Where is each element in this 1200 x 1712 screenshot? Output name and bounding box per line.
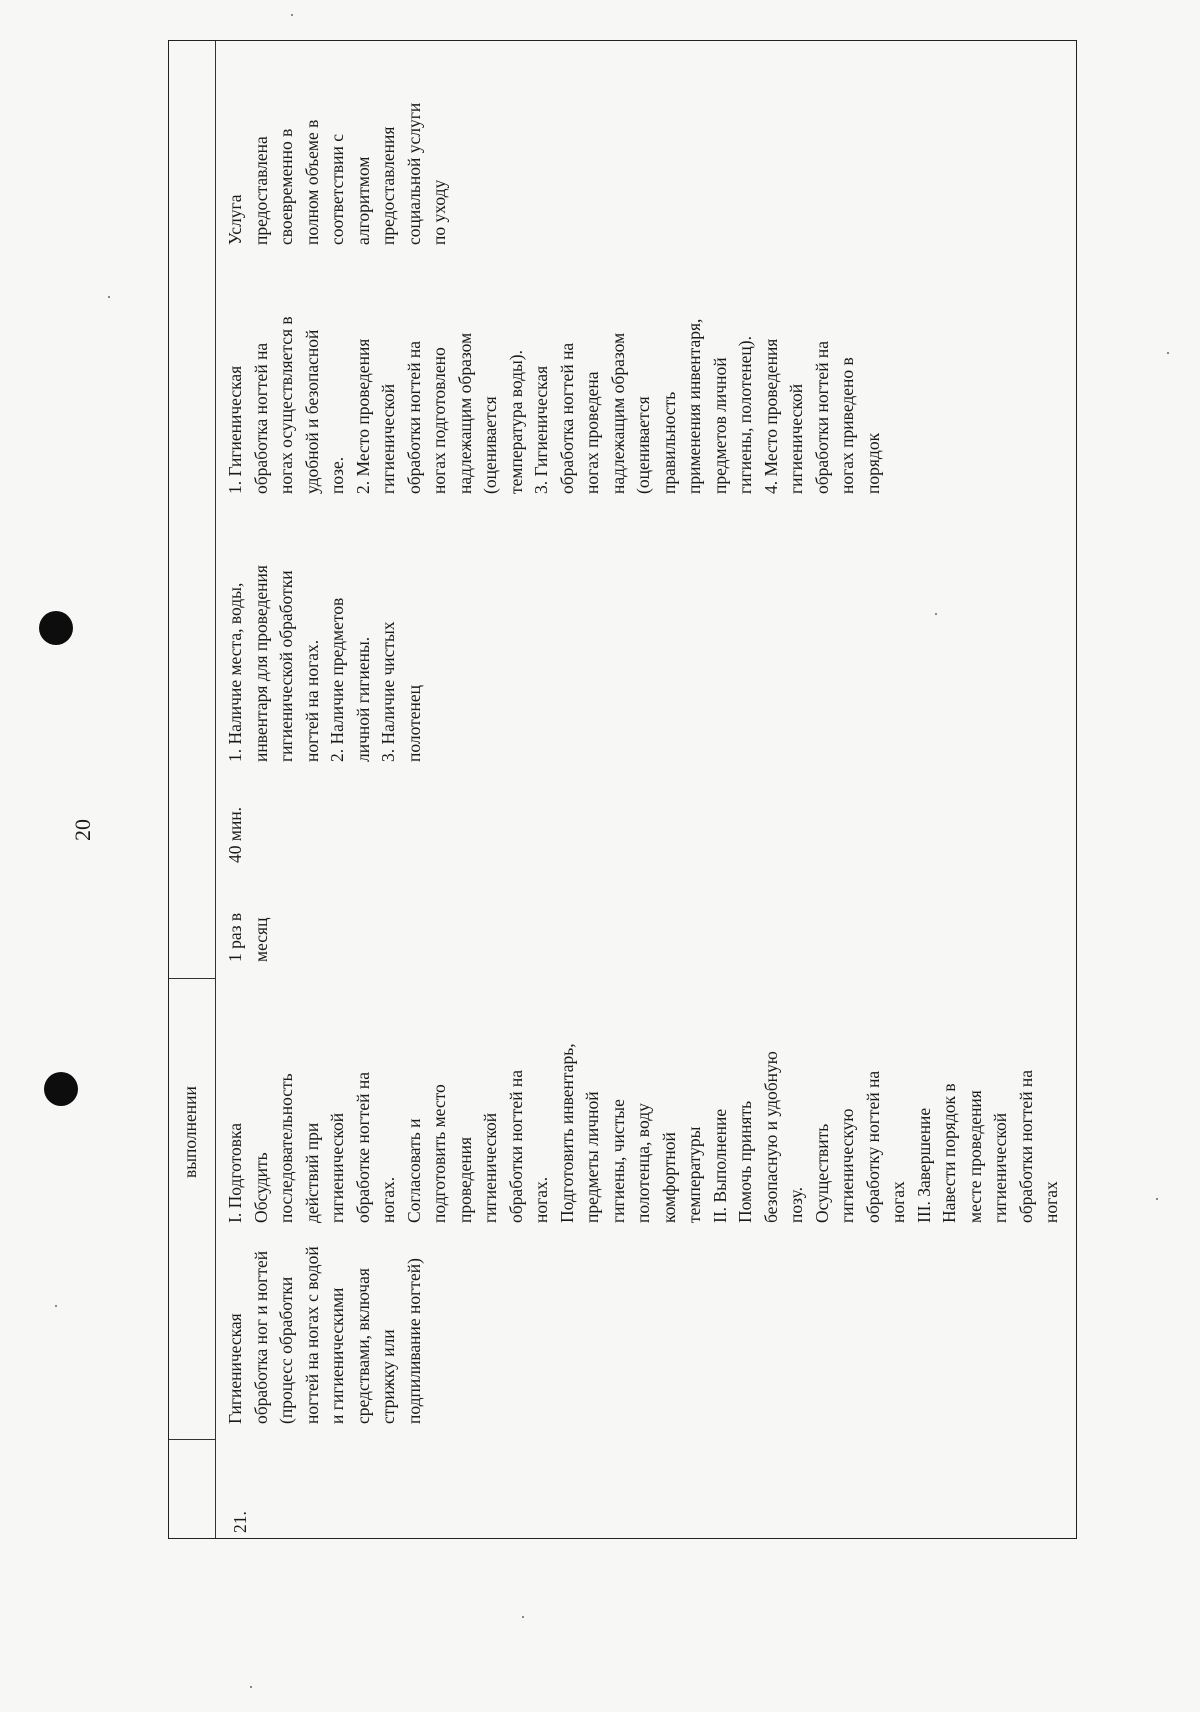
punch-hole-mark <box>44 1072 78 1106</box>
duration-cell: 40 мин. <box>225 806 245 863</box>
punch-hole-mark <box>39 611 73 645</box>
page-number: 20 <box>70 819 95 841</box>
scan-speck <box>522 1616 524 1618</box>
conditions-cell: 1. Наличие места, воды, инвентаря для проведения гигиенической обработки ногтей на ногах. 2. Наличие предметов личной гигиены. 3. Наличие чистых полотенец <box>225 565 424 762</box>
scan-speck <box>1156 1198 1158 1200</box>
scan-speck <box>1167 352 1169 354</box>
table-header-cell: выполнении <box>180 1086 200 1178</box>
scan-speck <box>291 14 293 16</box>
table-divider <box>169 1439 216 1440</box>
service-name-cell: Гигиеническая обработка ног и ногтей (процесс обработки ногтей на ногах с водой и гигиеническими средствами, включая стрижку или подпиливание ногтей) <box>225 1246 424 1424</box>
scan-speck <box>108 296 110 298</box>
result-assessment-cell: Услуга предоставлена своевременно в полном объеме в соответствии с алгоритмом предоставления социальной услуги по уходу <box>225 102 449 245</box>
quality-indicators-cell: 1. Гигиеническая обработка ногтей на ногах осуществляется в удобной и безопасной позе. 2. Место проведения гигиенической обработки ногтей на ногах подготовлено надлежащим образом (оценивается температура воды). 3. Гигиеническая обработка ногтей на ногах проведена надлежащим образом (оценивается правильность применения инвентаря, предметов личной гигиены, полотенец). 4. Место проведения гигиенической обработки ногтей на ногах приведено в порядок <box>225 316 883 494</box>
procedure-cell: I. Подготовка Обсудить последовательность действий при гигиенической обработке ногтей на ногах. Согласовать и подготовить место проведения гигиенической обработки ногтей на ногах. Подготовить инвентарь, предметы личной гигиены, чистые полотенца, воду комфортной температуры II. Выполнение Помочь принять безопасную и удобную позу. Осуществить гигиеническую обработку ногтей на ногах III. Завершение Навести порядок в месте проведения гигиенической обработки ногтей на ногах <box>225 1043 1061 1223</box>
scan-speck <box>935 613 937 615</box>
frequency-cell: 1 раз в месяц <box>225 912 271 962</box>
row-number: 21. <box>230 1511 250 1533</box>
table-divider <box>215 41 216 1538</box>
scan-speck <box>55 1305 57 1307</box>
scan-speck <box>250 1686 252 1688</box>
